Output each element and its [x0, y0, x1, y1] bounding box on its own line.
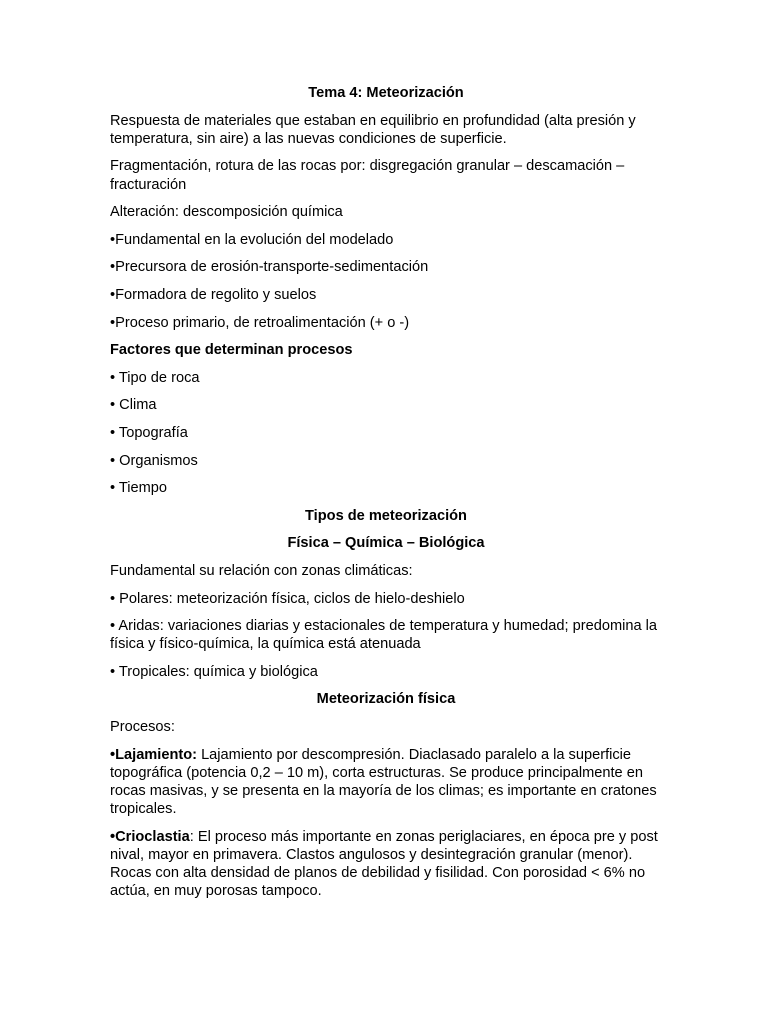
climate-item: • Tropicales: química y biológica — [110, 663, 318, 680]
lajamiento-term: •Lajamiento: — [110, 746, 198, 763]
climate-item: • Polares: meteorización física, ciclos de hielo-deshielo — [110, 590, 465, 607]
types-subheading: Física – Química – Biológica — [287, 535, 485, 552]
physical-heading: Meteorización física — [316, 691, 456, 708]
climate-item: • Aridas: variaciones diarias y estacionales de temperatura y humedad; predomina la física y físico-química, la química está atenuada — [110, 618, 657, 653]
processes-label: Procesos: — [110, 719, 175, 736]
factors-heading: Factores que determinan procesos — [110, 342, 353, 359]
bullet-item: •Proceso primario, de retroalimentación (+ o -) — [110, 314, 410, 331]
intro-paragraph: Respuesta de materiales que estaban en equilibrio en profundidad (alta presión y temperatura, sin aire) a las nuevas condiciones de superficie. — [110, 112, 636, 147]
types-heading: Tipos de meteorización — [305, 507, 467, 524]
factor-item: • Organismos — [110, 452, 198, 469]
document-title: Tema 4: Meteorización — [308, 85, 464, 101]
fragmentation-paragraph: Fragmentación, rotura de las rocas por: disgregación granular – descamación – fracturación — [110, 158, 625, 193]
factor-item: • Clima — [110, 397, 157, 414]
factor-item: • Tipo de roca — [110, 369, 200, 386]
crioclastia-paragraph — [110, 828, 662, 901]
factor-item: • Tiempo — [110, 480, 168, 497]
crioclastia-term: •Crioclastia — [110, 828, 190, 845]
bullet-item: •Precursora de erosión-transporte-sedimentación — [110, 259, 429, 276]
lajamiento-text: Lajamiento por descompresión. Diaclasado paralelo a la superficie topográfica (potencia 0,2 – 10 m), corta estructuras. Se produce principalmente en rocas masivas, y se presenta en la mayoría de los climas; es importante en cratones tropicales. — [110, 746, 657, 818]
climate-intro: Fundamental su relación con zonas climáticas: — [110, 562, 413, 579]
alteration-paragraph: Alteración: descomposición química — [110, 204, 343, 221]
bullet-item: •Formadora de regolito y suelos — [110, 286, 317, 303]
document-page — [110, 84, 662, 910]
lajamiento-paragraph — [110, 746, 662, 819]
bullet-item: •Fundamental en la evolución del modelado — [110, 231, 394, 248]
crioclastia-text: : El proceso más importante en zonas periglaciares, en época pre y post nival, mayor en primavera. Clastos angulosos y desintegración granular (menor). Rocas con alta densidad de planos de debilidad y fisilidad. Con porosidad < 6% no actúa, en muy porosas tampoco. — [110, 828, 658, 900]
factor-item: • Topografía — [110, 424, 188, 441]
